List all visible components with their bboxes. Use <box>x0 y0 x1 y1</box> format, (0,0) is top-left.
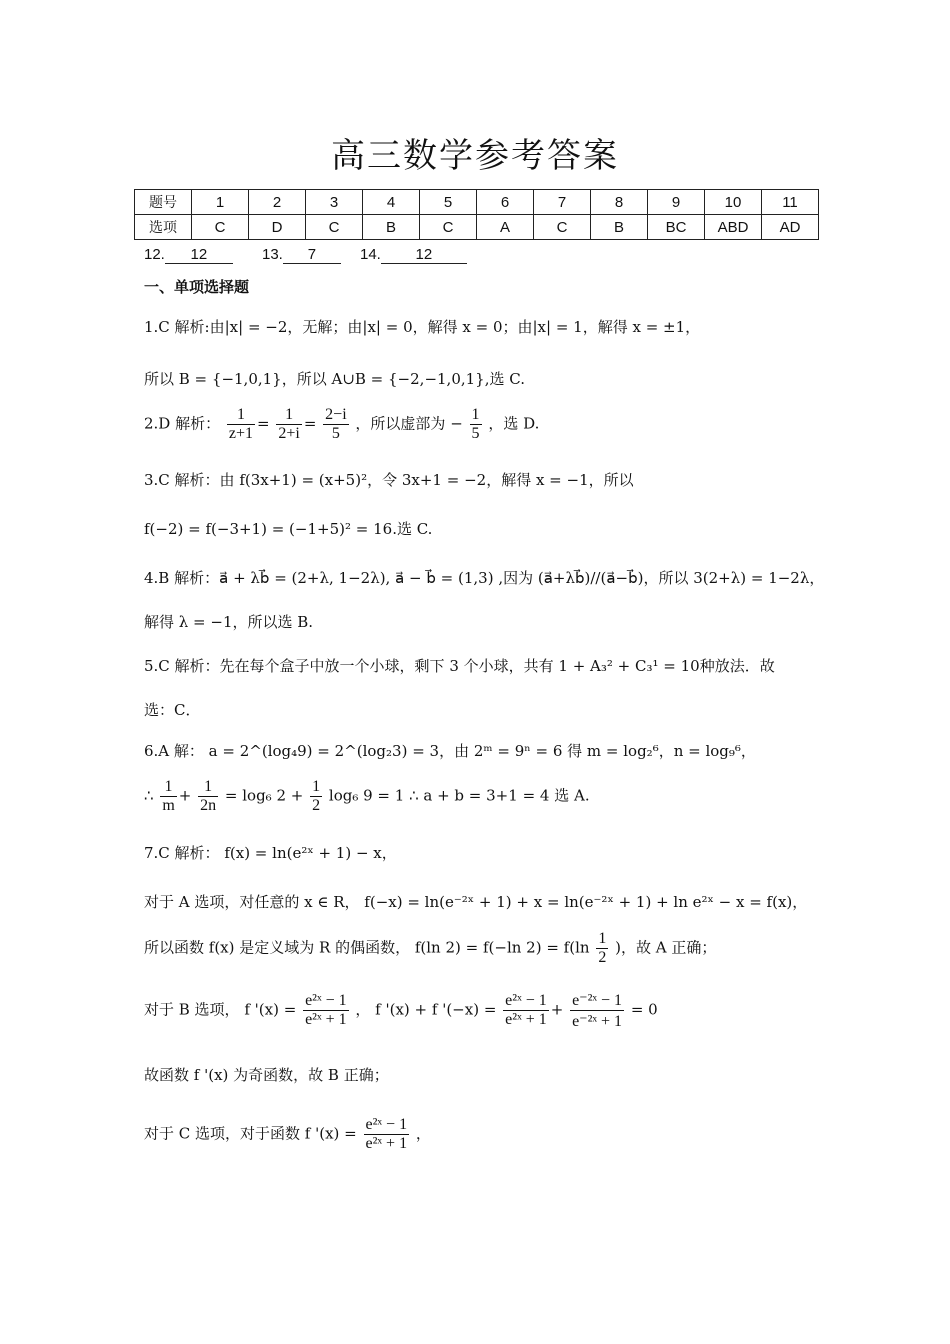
answer-table <box>134 189 819 240</box>
table-cell: 6 <box>477 190 534 215</box>
numerator: 1 <box>598 930 607 947</box>
denominator: m <box>162 797 175 814</box>
table-cell: C <box>534 215 591 240</box>
text-segment: ，所以虚部为 − <box>355 414 463 433</box>
table-cell: B <box>363 215 420 240</box>
fraction <box>470 406 482 443</box>
fraction <box>160 778 176 815</box>
numerator: 1 <box>312 778 321 795</box>
table-cell: C <box>420 215 477 240</box>
table-cell: 2 <box>249 190 306 215</box>
table-cell: ABD <box>705 215 762 240</box>
text-segment: ， f '(x) + f '(−x) = <box>355 1000 497 1019</box>
table-header-cell: 选项 <box>135 215 192 240</box>
solution-line-q7c <box>144 1116 431 1153</box>
denominator: 2 <box>312 797 321 814</box>
table-header-cell: 题号 <box>135 190 192 215</box>
fill-blank-14 <box>360 246 467 264</box>
text-segment: 2.D 解析： <box>144 414 221 433</box>
q13-label: 13. <box>262 246 283 263</box>
text-segment: = 0 <box>630 1000 658 1019</box>
denominator: e²ˣ + 1 <box>305 1011 347 1028</box>
denominator: z+1 <box>228 425 254 442</box>
table-cell: C <box>192 215 249 240</box>
q14-answer: 12 <box>381 246 467 264</box>
section-heading: 一、单项选择题 <box>144 278 250 296</box>
fill-blank-13 <box>262 246 341 264</box>
text-segment: ，选 D. <box>488 414 540 433</box>
fraction <box>570 990 624 1031</box>
solution-line-q7a <box>144 930 716 967</box>
solution-line: 1.C 解析:由|x| = −2，无解；由|x| = 0，解得 x = 0；由|x| = 1，解得 x = ±1， <box>144 318 701 336</box>
table-cell: 9 <box>648 190 705 215</box>
numerator: 1 <box>236 406 245 423</box>
numerator: 1 <box>285 406 294 423</box>
fraction <box>323 406 348 443</box>
solution-line: 4.B 解析：a⃗ + λb⃗ = (2+λ, 1−2λ), a⃗ − b⃗ = (1,3) ,因为 (a⃗+λb⃗)//(a⃗−b⃗)，所以 3(2+λ) = 1−2λ， <box>144 569 825 587</box>
q12-label: 12. <box>144 246 165 263</box>
fraction <box>596 930 608 967</box>
table-cell: D <box>249 215 306 240</box>
solution-line: 对于 A 选项，对任意的 x ∈ R， f(−x) = ln(e⁻²ˣ + 1) + x = ln(e⁻²ˣ + 1) + ln e²ˣ − x = f(x)， <box>144 893 808 911</box>
numerator: e⁻²ˣ − 1 <box>572 992 623 1009</box>
solution-line: 故函数 f '(x) 为奇函数，故 B 正确； <box>144 1066 389 1084</box>
solution-line: 7.C 解析： f(x) = ln(e²ˣ + 1) − x， <box>144 844 397 862</box>
denominator: 2+i <box>278 425 300 442</box>
table-row <box>135 215 819 240</box>
table-cell: 8 <box>591 190 648 215</box>
solution-line-q7b: 对于 B 选项， f '(x) = $\frac{\text{e²ˣ − 1}}{\text{e²ˣ + 1}}$ ， f '(x) + f '(−x) = $\frac{\text{e²ˣ − 1}}{\text{e²ˣ + 1}}$ + $\frac{\text{e⁻²ˣ − 1}}{\text{e⁻²ˣ + 1}}$ = 0 <box>144 992 658 1030</box>
numerator: 2−i <box>325 406 347 423</box>
text-segment: ， <box>415 1124 431 1143</box>
text-segment: 对于 B 选项， f '(x) = <box>144 1000 297 1019</box>
solution-line: 所以 B = {−1,0,1}，所以 A∪B = {−2,−1,0,1},选 C. <box>144 370 525 388</box>
denominator: 5 <box>471 425 480 442</box>
denominator: e²ˣ + 1 <box>365 1135 408 1152</box>
solution-line: 3.C 解析：由 f(3x+1) = (x+5)²，令 3x+1 = −2，解得 x = −1，所以 <box>144 471 634 489</box>
fraction <box>303 992 349 1029</box>
fill-blank-12 <box>144 246 233 264</box>
numerator: e²ˣ − 1 <box>365 1116 408 1133</box>
text-segment: log₆ 9 = 1 ∴ a + b = 3+1 = 4 选 A. <box>328 786 590 805</box>
numerator: 1 <box>471 406 480 423</box>
fraction <box>198 778 218 815</box>
table-cell: 1 <box>192 190 249 215</box>
text-segment: = log₆ 2 + <box>224 786 304 805</box>
text-segment: 对于 C 选项，对于函数 f '(x) = <box>144 1124 357 1143</box>
text-segment: )，故 A 正确； <box>615 938 717 957</box>
fraction <box>276 406 301 443</box>
denominator: 2n <box>200 797 217 814</box>
table-row <box>135 190 819 215</box>
numerator: e²ˣ − 1 <box>505 992 547 1009</box>
table-cell: A <box>477 215 534 240</box>
q14-label: 14. <box>360 246 381 263</box>
denominator: e⁻²ˣ + 1 <box>570 1010 624 1031</box>
numerator: 1 <box>164 778 173 795</box>
solution-line-q2: 2.D 解析： $\frac{1}{z+1}$ = $\frac{1}{2+i}$ = $\frac{2-i}{5}$ ，所以虚部为 − $\frac{1}{5}$ ，选 D. <box>144 406 540 442</box>
page-title: 高三数学参考答案 <box>331 136 619 176</box>
solution-line: 解得 λ = −1，所以选 B. <box>144 613 314 631</box>
q13-answer: 7 <box>283 246 341 264</box>
table-cell: 3 <box>306 190 363 215</box>
numerator: e²ˣ − 1 <box>305 992 347 1009</box>
fraction <box>227 406 255 443</box>
table-cell: BC <box>648 215 705 240</box>
solution-line: 5.C 解析：先在每个盒子中放一个小球，剩下 3 个小球，共有 1 + A₃² + C₃¹ = 10种放法．故 <box>144 657 775 675</box>
table-cell: 11 <box>762 190 819 215</box>
denominator: e²ˣ + 1 <box>505 1011 547 1028</box>
text-segment: ∴ <box>144 786 154 805</box>
table-cell: C <box>306 215 363 240</box>
table-cell: AD <box>762 215 819 240</box>
fraction <box>364 1116 410 1153</box>
solution-line-q6b: ∴ $\frac{1}{m}$ + $\frac{1}{2n}$ = log₆ 2 + $\frac{1}{2}$ log₆ 9 = 1 ∴ a + b = 3+1 = 4 选 A. <box>144 778 590 814</box>
solution-line: 6.A 解： a = 2^(log₄9) = 2^(log₂3) = 3，由 2ᵐ = 9ⁿ = 6 得 m = log₂⁶，n = log₉⁶， <box>144 742 756 760</box>
solution-line: f(−2) = f(−3+1) = (−1+5)² = 16.选 C. <box>144 520 433 538</box>
table-cell: B <box>591 215 648 240</box>
table-cell: 5 <box>420 190 477 215</box>
denominator: 5 <box>323 424 348 443</box>
fraction <box>503 992 549 1029</box>
table-cell: 4 <box>363 190 420 215</box>
numerator: 1 <box>204 778 213 795</box>
solution-line: 选：C． <box>144 701 201 719</box>
table-cell: 7 <box>534 190 591 215</box>
fraction <box>310 778 322 815</box>
q12-answer: 12 <box>165 246 233 264</box>
denominator: 2 <box>598 949 607 966</box>
text-segment: 所以函数 f(x) 是定义域为 R 的偶函数， f(ln 2) = f(−ln 2) = f(ln <box>144 938 590 957</box>
table-cell: 10 <box>705 190 762 215</box>
